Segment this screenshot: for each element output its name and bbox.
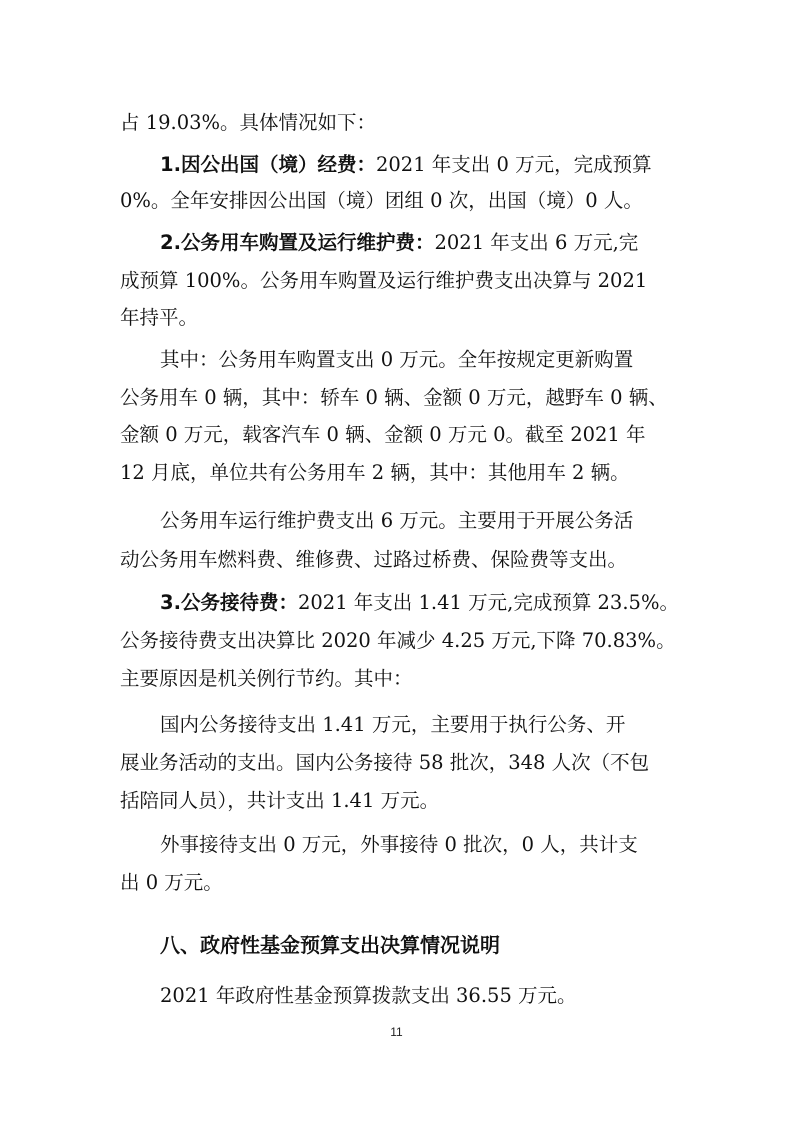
text-line: 12 月底，单位共有公务用车 2 辆，其中：其他用车 2 辆。: [120, 461, 630, 484]
section-heading: 八、政府性基金预算支出决算情况说明: [160, 933, 500, 957]
paragraph-line: [160, 590, 680, 616]
text-line: 出 0 万元。: [120, 871, 223, 894]
text-line: 外事接待支出 0 万元，外事接待 0 批次，0 人，共计支: [160, 833, 638, 856]
text-line: 括陪同人员），共计支出 1.41 万元。: [120, 789, 440, 812]
paragraph-line: [160, 230, 680, 256]
item-title-reception-cost: 3.公务接待费：: [160, 591, 298, 614]
text-line: 成预算 100%。公务用车购置及运行维护费支出决算与 2021: [120, 269, 648, 292]
text-line: 其中：公务用车购置支出 0 万元。全年按规定更新购置: [160, 348, 634, 371]
text-line: 年持平。: [120, 306, 199, 329]
text-line: 占 19.03%。具体情况如下：: [120, 111, 377, 134]
text-line: 公务用车运行维护费支出 6 万元。主要用于开展公务活: [160, 509, 634, 532]
page-number: 11: [390, 1025, 403, 1039]
text-line: 公务用车 0 辆，其中：轿车 0 辆、金额 0 万元，越野车 0 辆、: [120, 386, 668, 409]
item-title-vehicle-cost: 2.公务用车购置及运行维护费：: [160, 231, 435, 254]
text-line: 2021 年政府性基金预算拨款支出 36.55 万元。: [160, 984, 577, 1007]
text-span: 2021 年支出 1.41 万元,完成预算 23.5%。: [297, 591, 679, 614]
text-span: 2021 年支出 0 万元，完成预算: [375, 153, 652, 176]
text-line: 0%。全年安排因公出国（境）团组 0 次，出国（境）0 人。: [120, 189, 643, 212]
item-title-outbound-travel: 1.因公出国（境）经费：: [160, 153, 376, 176]
text-line: 公务接待费支出决算比 2020 年减少 4.25 万元,下降 70.83%。: [120, 629, 676, 652]
paragraph-line: [160, 152, 680, 178]
text-line: 动公务用车燃料费、维修费、过路过桥费、保险费等支出。: [120, 548, 628, 571]
text-line: 国内公务接待支出 1.41 万元，主要用于执行公务、开: [160, 713, 626, 736]
text-line: 金额 0 万元，载客汽车 0 辆、金额 0 万元 0。截至 2021 年: [120, 423, 646, 446]
text-line: 主要原因是机关例行节约。其中：: [120, 667, 413, 690]
text-line: 展业务活动的支出。国内公务接待 58 批次，348 人次（不包: [120, 751, 650, 774]
text-span: 2021 年支出 6 万元,完: [434, 231, 639, 254]
